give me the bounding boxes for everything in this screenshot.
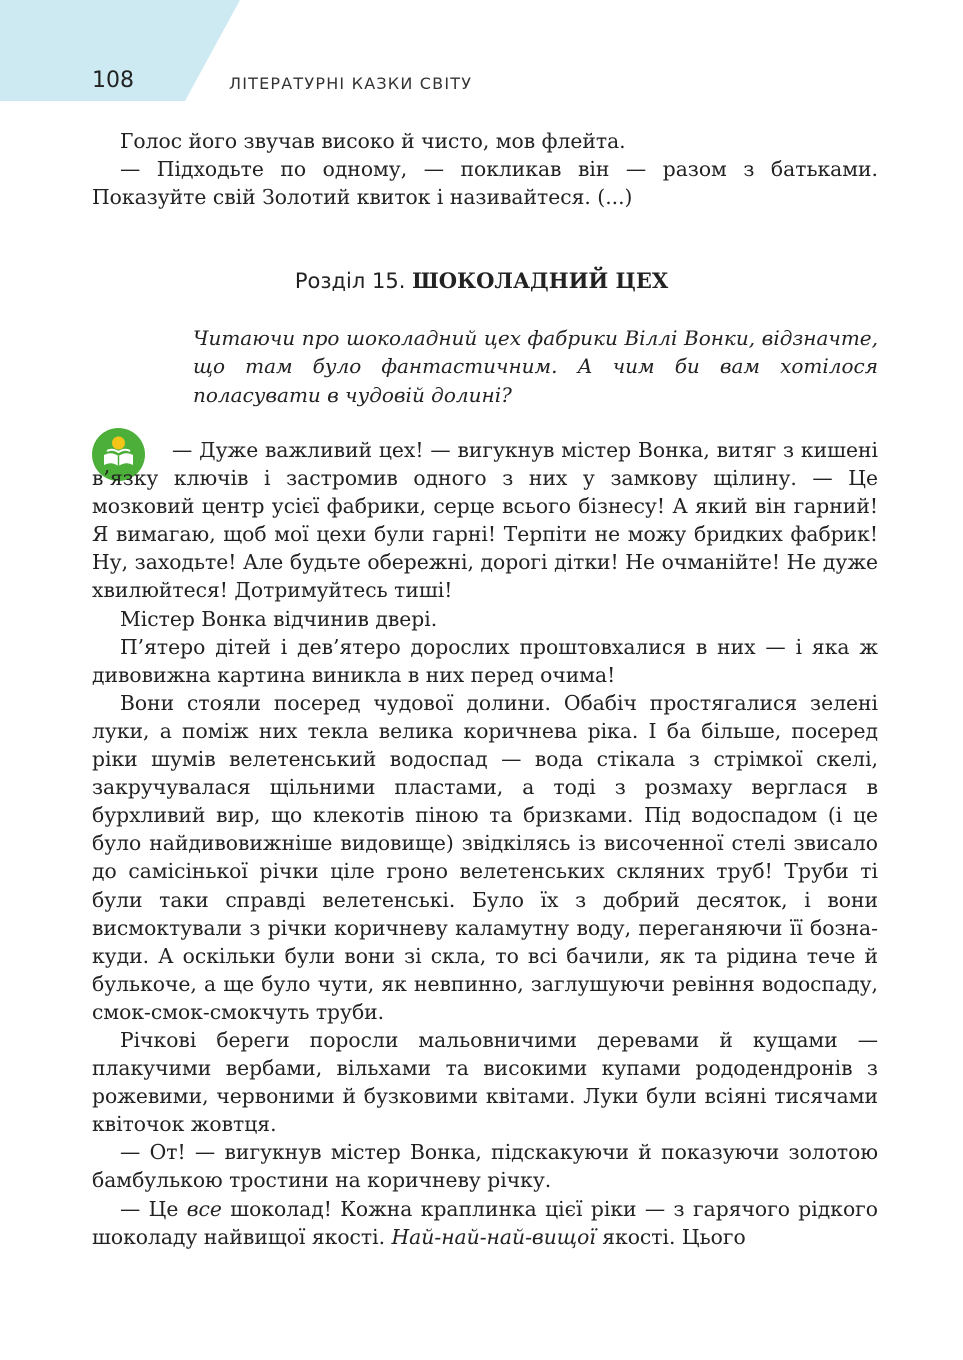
paragraph-continuation: з кишені в’язку ключів і застромив одного з них у замкову щілину. — Це мозковий центр усієї фабрики, серце всього бізнесу! А який він гарний! Я вимагаю, щоб мої цехи були гарні! Терпіти не можу бридких фабрик! Ну, заходьте! Але будьте обережні, дорогі дітки! Не очманійте! Не дуже хвилюйтеся! Дотримуйтесь тиші!: [92, 438, 878, 603]
paragraph: — От! — вигукнув містер Вонка, підскакуючи й показуючи золотою бамбулькою тростини на коричневу річку.: [92, 1140, 878, 1193]
paragraph: П’ятеро дітей і дев’ятеро дорослих проштовхалися в них — і яка ж дивовижна картина виникла в них перед очима!: [92, 634, 878, 687]
emphasis: Най-най-най-вищої: [391, 1224, 596, 1249]
reading-task: Читаючи про шоколадний цех фабрики Віллі Вонки, відзначте, що там було фантастичним. А чим би вам хотілося поласувати в чудовій долині?: [193, 326, 878, 407]
section-heading: [0, 268, 963, 293]
text-run: — Це: [120, 1196, 187, 1221]
section-title: ШОКОЛАДНИЙ ЦЕХ: [412, 268, 669, 293]
paragraph: [92, 436, 878, 605]
paragraph: Вони стояли посеред чудової долини. Обабіч простягалися зелені луки, а поміж них текла велика коричнева ріка. І ба більше, посеред ріки шумів велетенський водоспад — вода стікала з стрімкої скелі, закручувалася щільними пластами, а тоді з розмаху верглася в бурхливий вир, що клекотів піною та бризками. Під водоспадом (і це було найдивовижніше видовище) звідкілясь із височенної стелі звисало до самісінької річки ціле гроно велетенських скляних труб! Труби ті були таки справді велетенські. Було їх з добрий десяток, і вони висмоктували з річки коричневу каламутну воду, переганяючи її бозна-куди. А оскільки були вони зі скла, то всі бачили, як та рідина тече й булькоче, а ще було чути, як невпинно, заглушуючи ревіння водоспаду, смок-смок-смокчуть труби.: [92, 690, 878, 1024]
paragraph: Голос його звучав високо й чисто, мов флейта.: [120, 129, 626, 153]
paragraph: Містер Вонка відчинив двері.: [120, 606, 438, 631]
paragraph: [92, 1195, 878, 1251]
paragraph: Річкові береги поросли мальовничими деревами й кущами — плакучими вербами, вільхами та високими купами рододендронів з рожевими, червоними й бузковими квітами. Луки були всіяні тисячами квіточок жовтця.: [92, 1027, 878, 1137]
text-run: якості. Цього: [595, 1224, 746, 1249]
text-run: шоколад! Кожна краплинка цієї ріки — з гарячого рідкого шоколаду найвищої якості.: [92, 1196, 878, 1249]
emphasis: все: [186, 1196, 222, 1221]
story-text: [92, 436, 878, 1251]
paragraph-lead: — Дуже важливий цех! — вигукнув містер Вонка, витяг: [172, 438, 777, 462]
section-label: Розділ 15.: [294, 269, 406, 293]
paragraph: — Підходьте по одному, — покликав він — разом з батьками. Показуйте свій Золотий квиток і називайтеся. (...): [92, 157, 878, 210]
page-number: 108: [92, 68, 134, 93]
running-title: ЛІТЕРАТУРНІ КАЗКИ СВІТУ: [229, 74, 473, 93]
intro-text: [92, 127, 878, 211]
